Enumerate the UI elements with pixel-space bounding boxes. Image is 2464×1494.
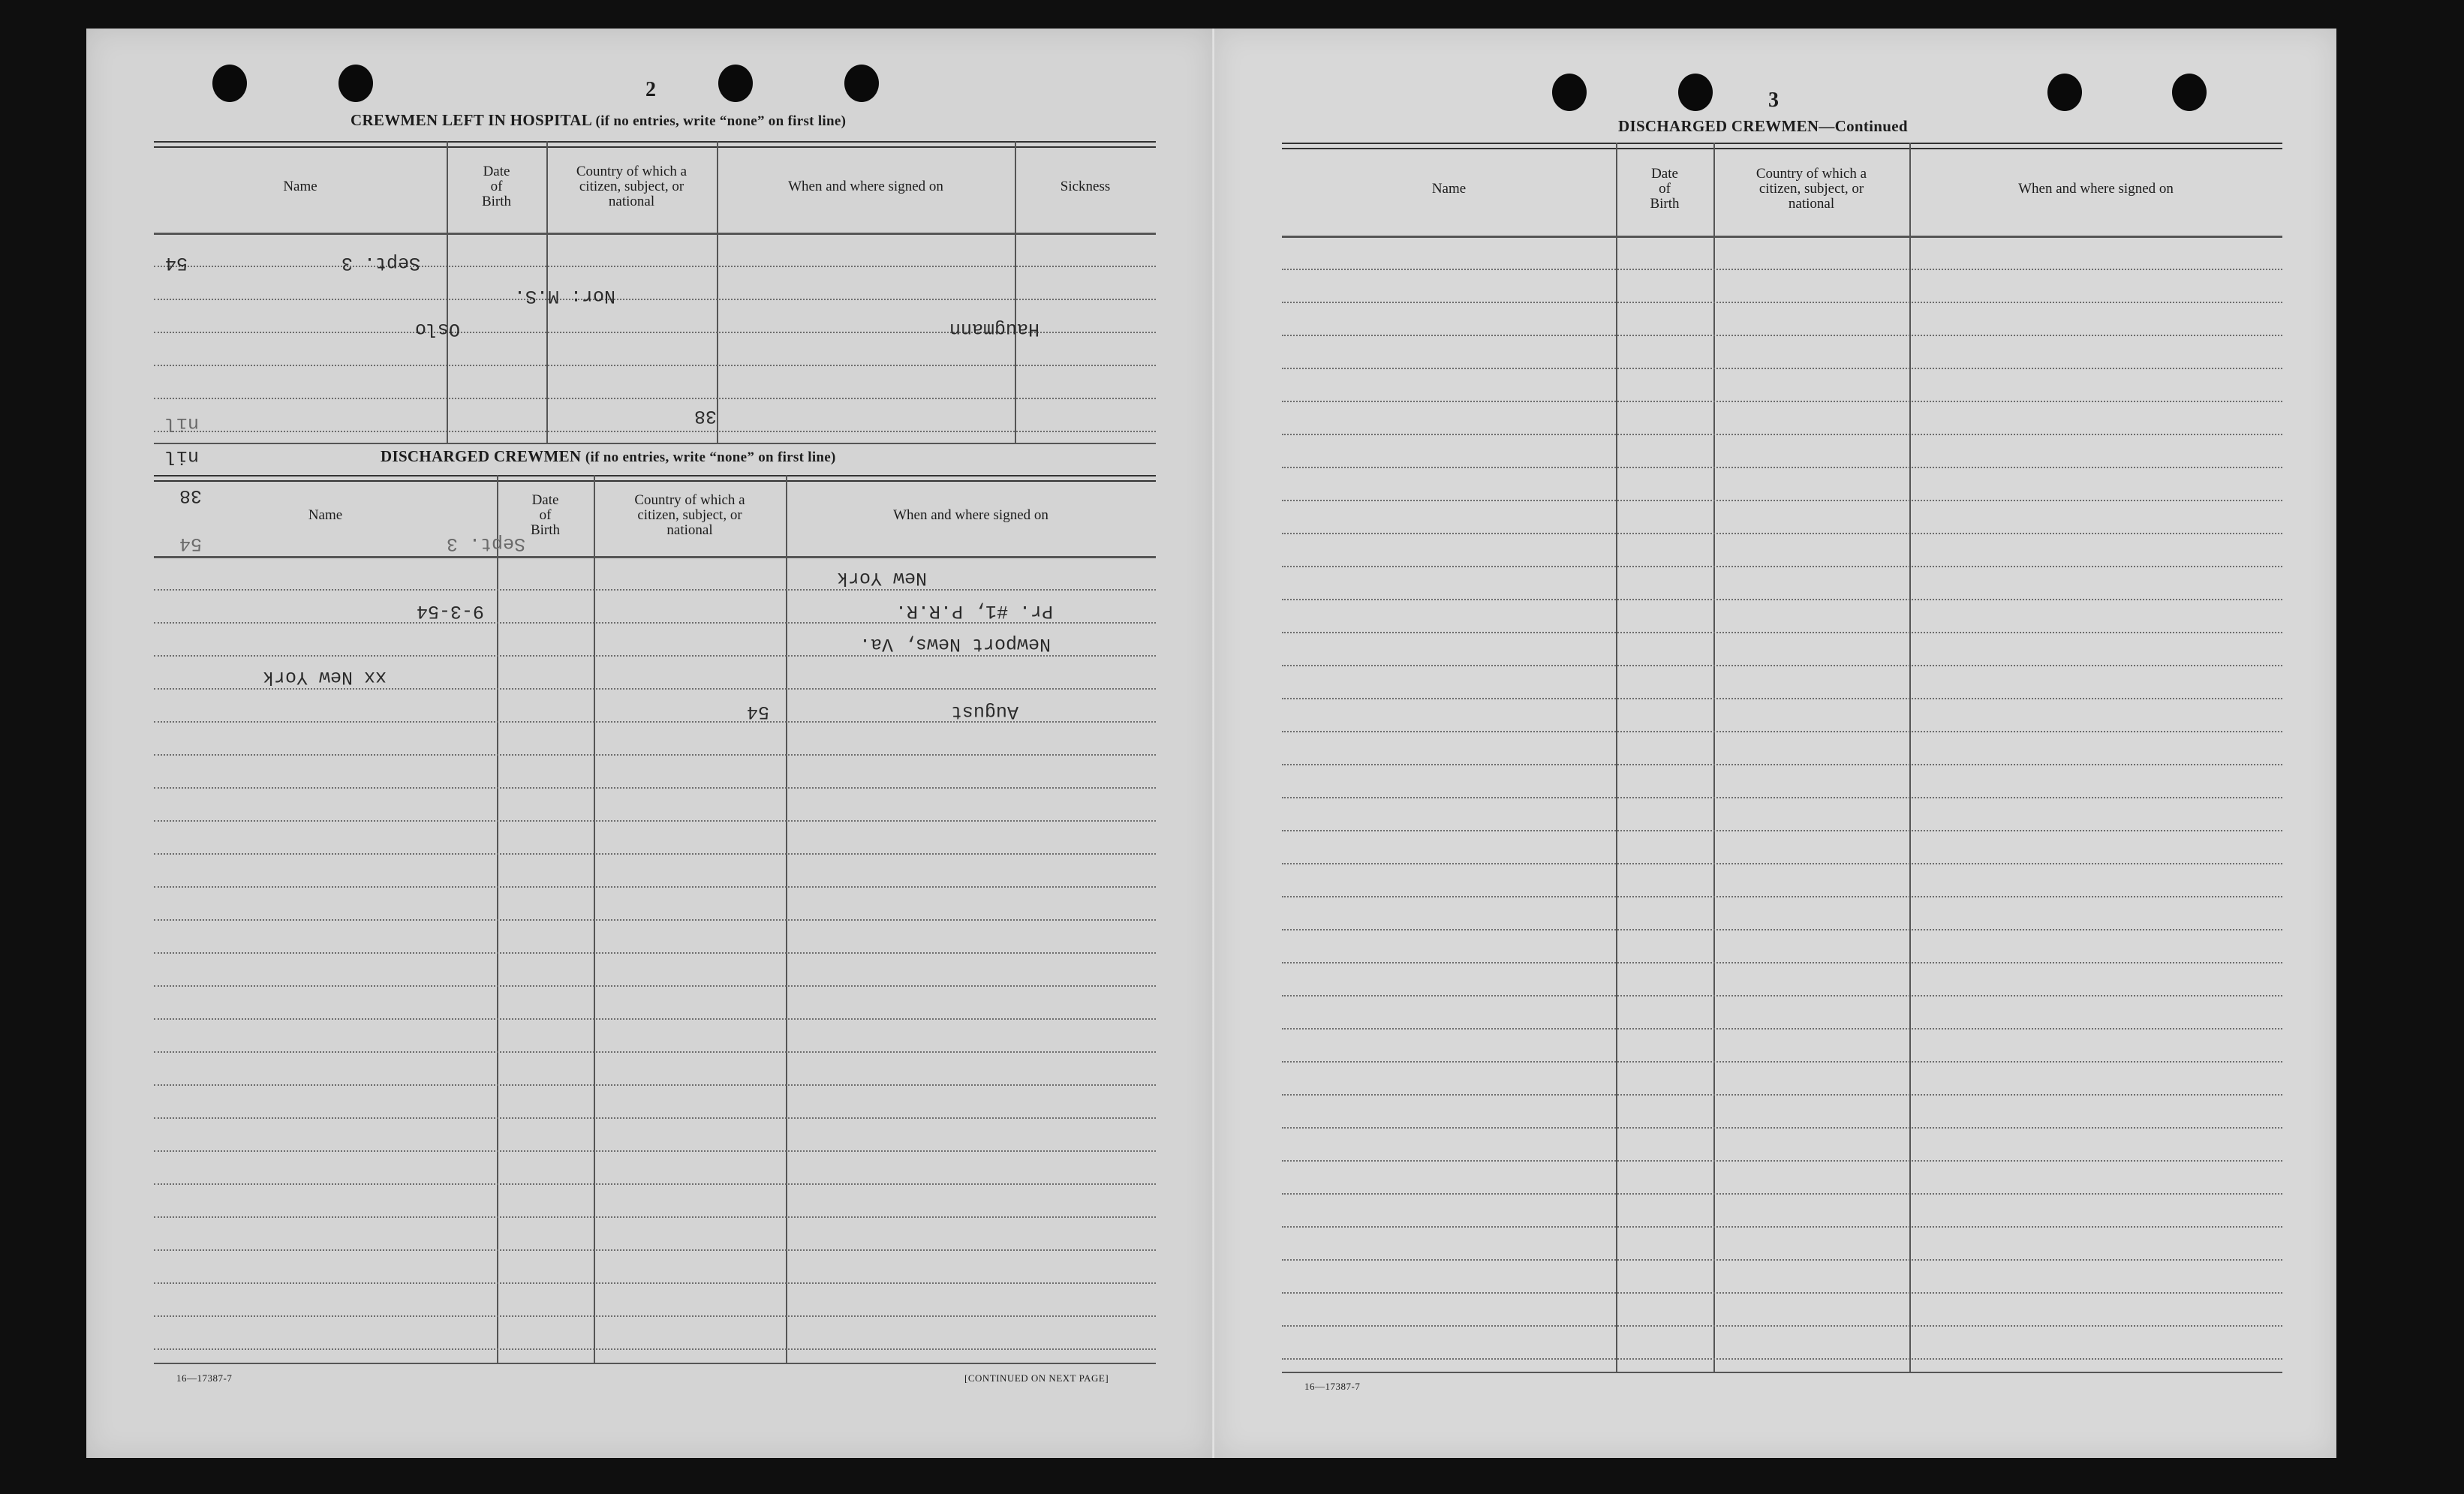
table-row-line (1282, 1028, 2282, 1030)
show-through-text: xx New York (263, 666, 387, 688)
table-row-line (154, 589, 1156, 591)
table-top-rule (1282, 143, 2282, 149)
table-row-line (154, 431, 1156, 432)
table-row-line (1282, 302, 2282, 303)
table-row-line (154, 1315, 1156, 1317)
table-row-line (154, 787, 1156, 789)
show-through-text: 54 (179, 533, 203, 555)
column-header: When and where signed on (788, 179, 943, 194)
show-through-text: Sept. 3 (341, 252, 421, 274)
show-through-text: Pr. #1, P.R.R. (895, 600, 1054, 622)
show-through-text: Newport News, Va. (859, 633, 1051, 655)
discharged-section-heading (381, 447, 836, 466)
column-header: Country of which a citizen, subject, or national (576, 164, 687, 209)
punch-hole (338, 65, 373, 102)
table-row-line (1282, 995, 2282, 997)
discharged-section-title: DISCHARGED CREWMEN (381, 447, 582, 465)
column-header: When and where signed on (2018, 181, 2174, 197)
table-row-line (154, 688, 1156, 690)
table-row-line (154, 919, 1156, 921)
table-bottom-rule (1282, 1372, 2282, 1373)
table-header-rule (154, 556, 1156, 558)
table-row-line (1282, 764, 2282, 765)
column-header: Date of Birth (1650, 166, 1680, 212)
table-row-line (154, 952, 1156, 954)
discharged-section-instruction: (if no entries, write “none” on first line) (585, 449, 836, 465)
punch-hole (2172, 74, 2207, 111)
column-header: Date of Birth (481, 164, 512, 209)
hospital-section-title: CREWMEN LEFT IN HOSPITAL (350, 111, 591, 129)
show-through-text: nil (165, 446, 200, 467)
table-row-line (154, 754, 1156, 756)
table-top-rule (154, 141, 1156, 148)
table-row-line (1282, 665, 2282, 666)
discharged-continued-title: DISCHARGED CREWMEN—Continued (1618, 117, 1908, 135)
show-through-text: New York (837, 567, 928, 589)
table-row-line (1282, 599, 2282, 600)
page-number: 3 (1768, 89, 1780, 112)
show-through-text: Sept. 3 (447, 533, 526, 555)
table-row-line (154, 1150, 1156, 1152)
table-row-line (1282, 830, 2282, 831)
table-row-line (154, 365, 1156, 366)
discharged-continued-heading (1618, 117, 1908, 136)
show-through-text: Oslo (415, 318, 461, 340)
column-header: Country of which a citizen, subject, or national (634, 492, 745, 538)
table-row-line (1282, 1259, 2282, 1261)
table-row-line (1282, 467, 2282, 468)
table-row-line (154, 1282, 1156, 1284)
column-header: Sickness (1060, 179, 1111, 194)
table-row-line (1282, 1226, 2282, 1228)
punch-hole (718, 65, 753, 102)
table-row-line (154, 266, 1156, 267)
left-page (86, 29, 1212, 1458)
continued-note: [CONTINUED ON NEXT PAGE] (964, 1372, 1109, 1384)
table-row-line (154, 1216, 1156, 1218)
table-row-line (154, 1051, 1156, 1053)
show-through-text: 38 (179, 485, 203, 507)
hospital-section-instruction: (if no entries, write “none” on first line) (595, 113, 847, 129)
show-through-text: 54 (165, 252, 188, 274)
table-row-line (1282, 434, 2282, 435)
show-through-text: Nor: M.S. (514, 285, 616, 307)
table-row-line (1282, 863, 2282, 864)
table-header-rule (154, 233, 1156, 235)
form-number: 16—17387-7 (176, 1372, 233, 1384)
punch-hole (2047, 74, 2082, 111)
table-row-line (1282, 731, 2282, 732)
table-row-line (1282, 632, 2282, 633)
table-row-line (154, 655, 1156, 657)
table-row-line (154, 1249, 1156, 1251)
table-row-line (1282, 1094, 2282, 1096)
table-row-line (1282, 1061, 2282, 1063)
table-row-line (1282, 1292, 2282, 1294)
table-row-line (1282, 1127, 2282, 1129)
column-header: Name (1431, 181, 1467, 197)
table-row-line (1282, 962, 2282, 963)
show-through-text: 9-3-54 (417, 600, 485, 622)
table-row-line (1282, 896, 2282, 897)
punch-hole (844, 65, 879, 102)
column-divider (1713, 143, 1715, 1372)
table-row-line (1282, 797, 2282, 798)
table-row-line (154, 1348, 1156, 1350)
table-row-line (154, 398, 1156, 399)
column-header: Date of Birth (530, 492, 561, 538)
punch-hole (212, 65, 247, 102)
table-row-line (154, 1183, 1156, 1185)
table-row-line (1282, 533, 2282, 534)
table-row-line (154, 1117, 1156, 1119)
column-header: When and where signed on (893, 507, 1048, 523)
column-header: Name (283, 179, 317, 194)
show-through-text: nil (165, 413, 200, 434)
column-header: Country of which a citizen, subject, or national (1755, 166, 1867, 212)
page-number: 2 (645, 78, 657, 101)
table-row-line (1282, 566, 2282, 567)
column-header: Name (308, 507, 343, 523)
table-top-rule (154, 475, 1156, 482)
column-divider (1616, 143, 1617, 1372)
form-number: 16—17387-7 (1304, 1381, 1361, 1392)
table-bottom-rule (154, 1363, 1156, 1364)
table-row-line (1282, 269, 2282, 270)
table-row-line (1282, 368, 2282, 369)
table-row-line (1282, 1325, 2282, 1327)
show-through-text: 54 (747, 701, 770, 723)
punch-hole (1552, 74, 1587, 111)
table-row-line (154, 1084, 1156, 1086)
table-row-line (154, 985, 1156, 987)
table-row-line (1282, 500, 2282, 501)
table-row-line (154, 1018, 1156, 1020)
show-through-text: Haugmann (949, 318, 1040, 340)
table-bottom-rule (154, 443, 1156, 444)
table-row-line (1282, 1193, 2282, 1195)
show-through-text: August (951, 701, 1019, 723)
table-row-line (154, 886, 1156, 888)
table-header-rule (1282, 236, 2282, 238)
punch-hole (1678, 74, 1713, 111)
table-row-line (154, 299, 1156, 300)
table-row-line (1282, 698, 2282, 699)
table-row-line (154, 853, 1156, 855)
table-row-line (1282, 401, 2282, 402)
table-row-line (1282, 1358, 2282, 1360)
table-row-line (1282, 335, 2282, 336)
show-through-text: 38 (694, 405, 718, 427)
right-page (1214, 29, 2336, 1458)
table-row-line (154, 622, 1156, 624)
hospital-section-heading (350, 111, 846, 130)
table-row-line (154, 820, 1156, 822)
table-row-line (1282, 1160, 2282, 1162)
table-row-line (1282, 929, 2282, 930)
column-divider (1909, 143, 1911, 1372)
